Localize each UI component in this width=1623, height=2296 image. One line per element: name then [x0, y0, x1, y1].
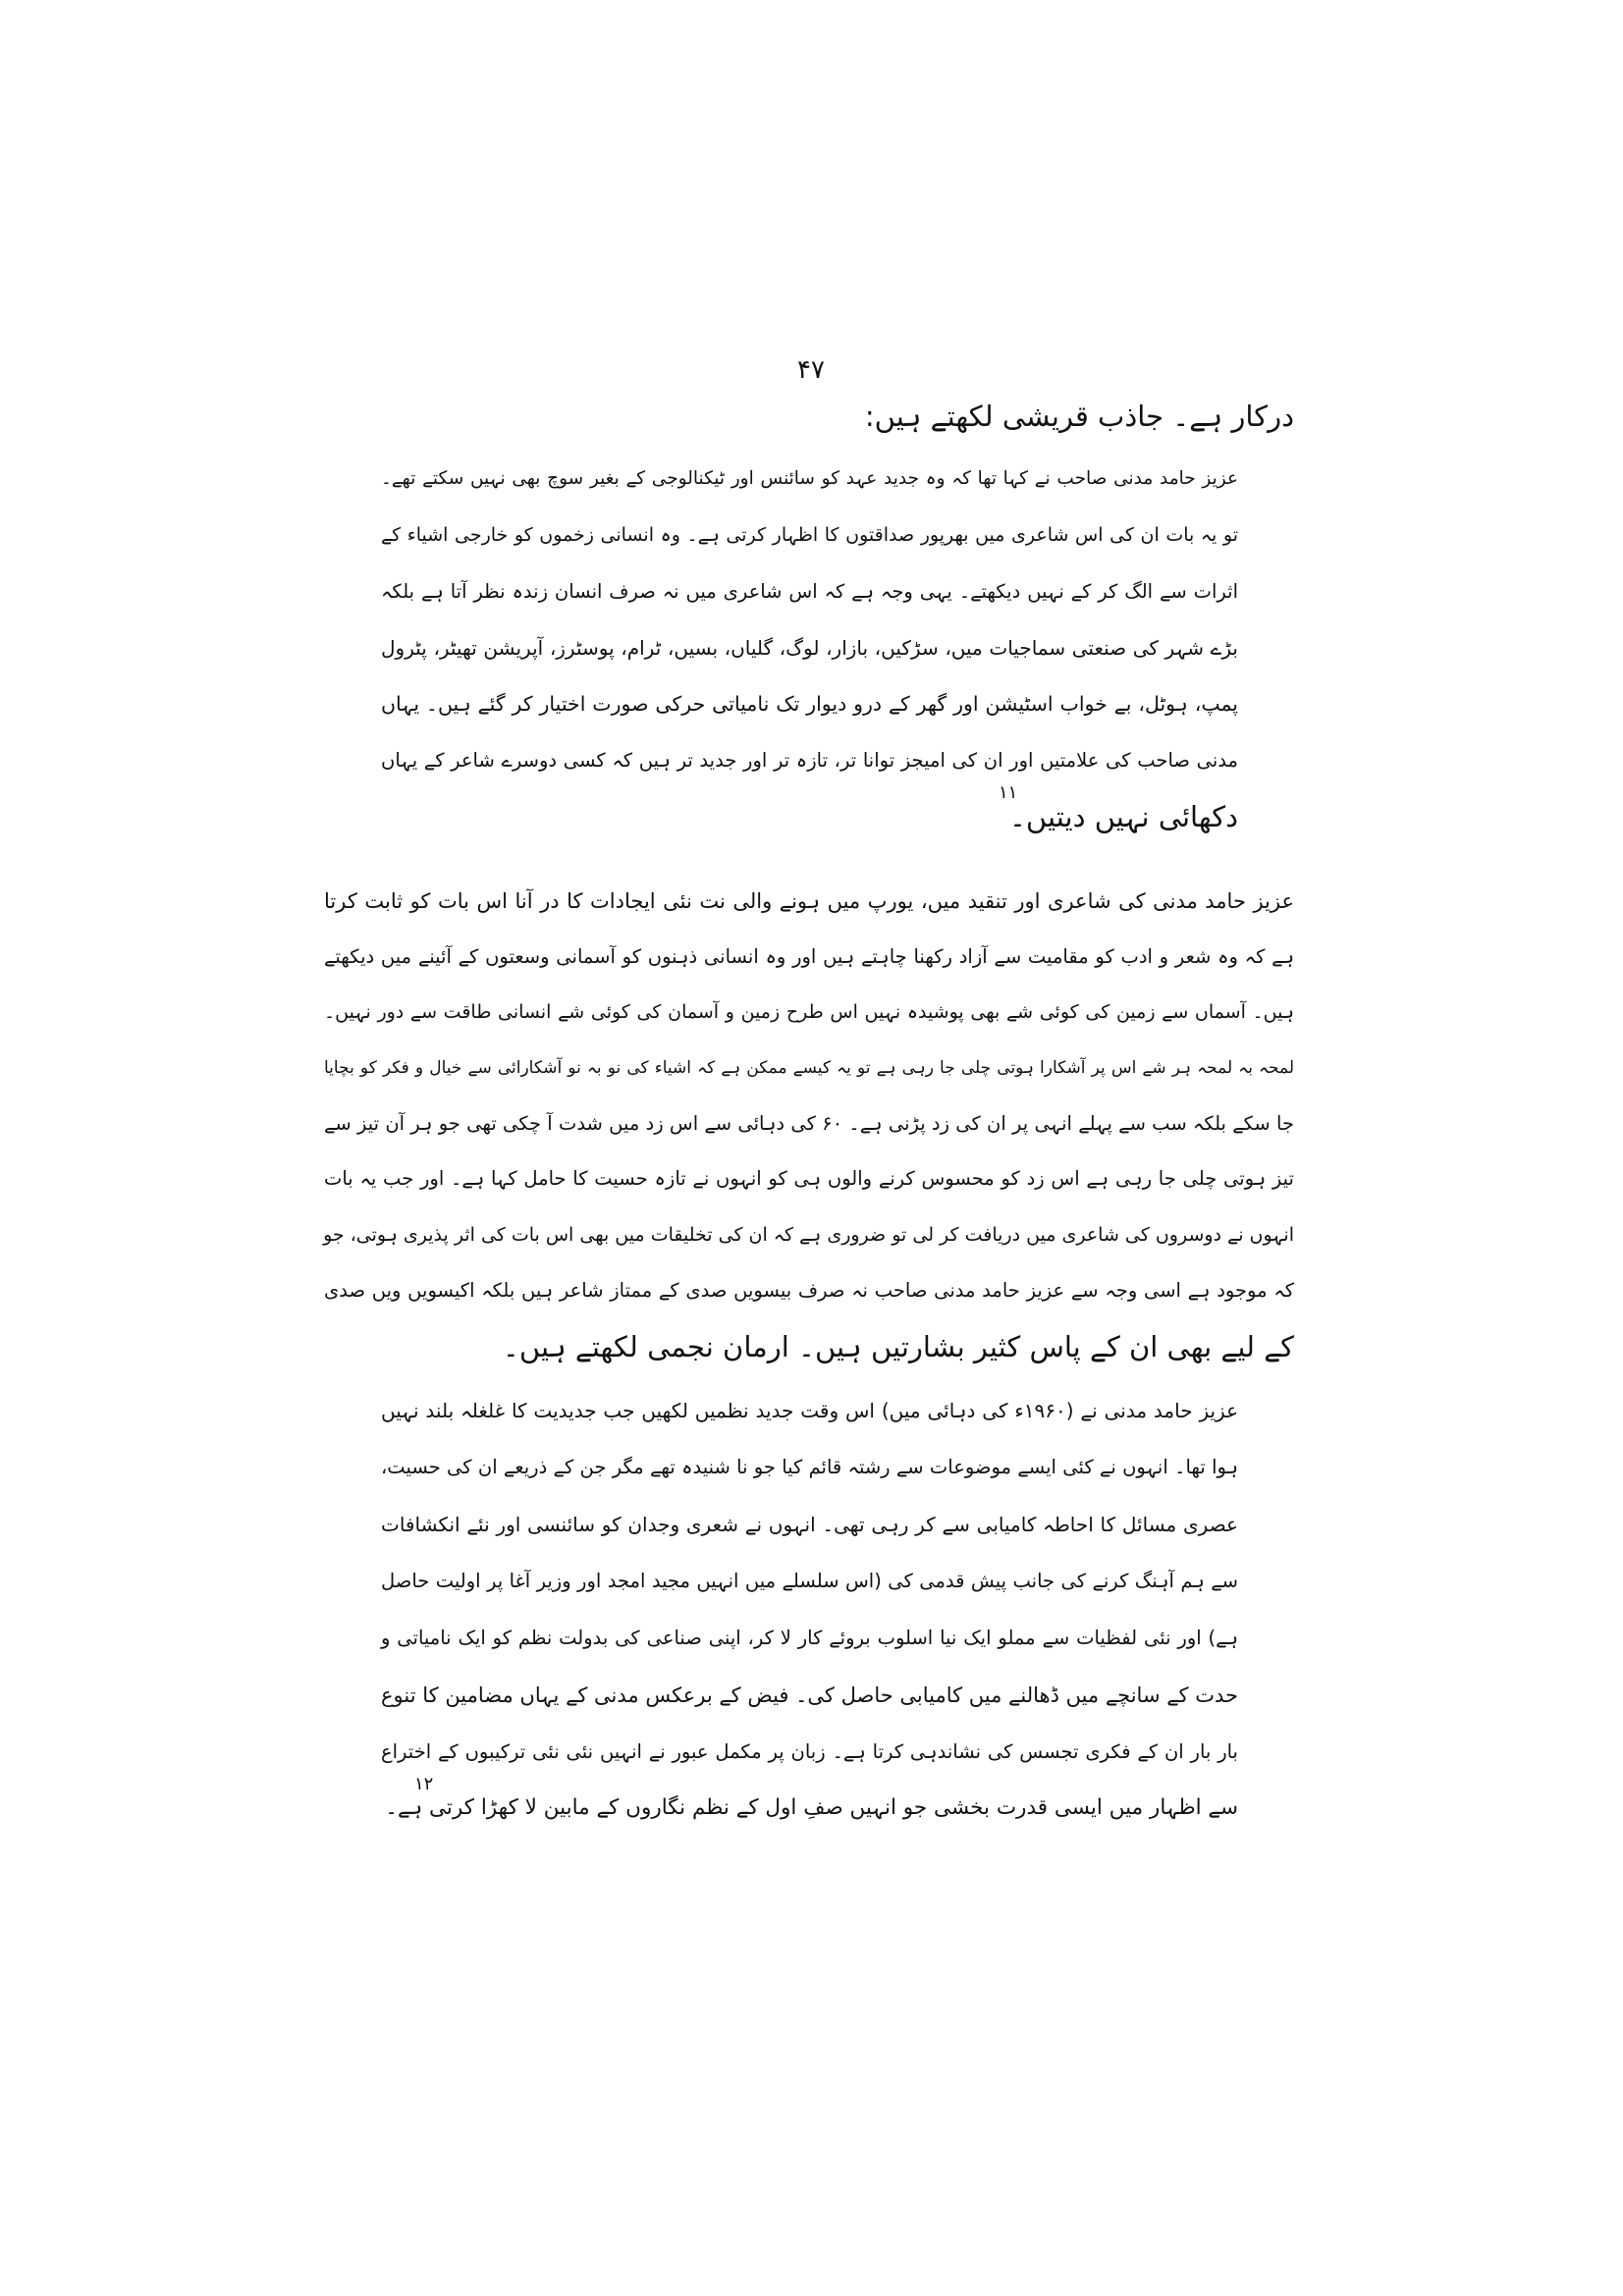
quote2-line: ہوا تھا۔ انہوں نے کئی ایسے موضوعات سے رشتہ قائم کیا جو نا شنیدہ تھے مگر جن کے ذریعے ان کی حسیت، — [381, 1456, 1238, 1478]
quote2-line: بار بار ان کے فکری تجسس کی نشاندہی کرتا ہے۔ زبان پر مکمل عبور نے انہیں نئی نئی ترکیبوں کے اختراع — [381, 1740, 1238, 1763]
paragraph-line: لمحہ بہ لمحہ ہر شے اس پر آشکارا ہوتی چلی جا رہی ہے تو یہ کیسے ممکن ہے کہ اشیاء کی نو بہ نو آشکارائی سے خیال و فکر کو بچایا — [324, 1058, 1294, 1078]
paragraph-line: انہوں نے دوسروں کی شاعری میں دریافت کر لی تو ضروری ہے کہ ان کی تخلیقات میں بھی اس بات کی اثر پذیری ہوتی، جو — [323, 1224, 1294, 1246]
quote1-line: عزیز حامد مدنی صاحب نے کہا تھا کہ وہ جدید عہد کو سائنس اور ٹیکنالوجی کے بغیر سوچ بھی نہیں سکتے تھے۔ — [381, 468, 1238, 489]
paragraph-line: جا سکے بلکہ سب سے پہلے انہی پر ان کی زد پڑنی ہے۔ ۶۰ کی دہائی سے اس زد میں شدت آ چکی تھی جو ہر آن تیز سے — [324, 1112, 1294, 1135]
quote1-line: تو یہ بات ان کی اس شاعری میں بھرپور صداقتوں کا اظہار کرتی ہے۔ وہ انسانی زخموں کو خارجی اشیاء کے — [381, 524, 1238, 546]
intro-line: درکار ہے۔ جاذب قریشی لکھتے ہیں: — [864, 400, 1294, 433]
paragraph-line: کہ موجود ہے اسی وجہ سے عزیز حامد مدنی صاحب نہ صرف بیسویں صدی کے ممتاز شاعر ہیں بلکہ اکیسویں ویں صدی — [324, 1279, 1294, 1302]
quote1-line: بڑے شہر کی صنعتی سماجیات میں، سڑکیں، بازار، لوگ، گلیاں، بسیں، ٹرام، پوسٹرز، آپریشن تھیٹر، پٹرول — [381, 636, 1238, 660]
page-number: ۴۷ — [797, 355, 825, 385]
quote2-line: سے اظہار میں ایسی قدرت بخشی جو انہیں صفِ اول کے نظم نگاروں کے مابین لا کھڑا کرتی ہے۔ — [385, 1795, 1238, 1820]
paragraph-line: کے لیے بھی ان کے پاس کثیر بشارتیں ہیں۔ ارمان نجمی لکھتے ہیں۔ — [502, 1330, 1294, 1363]
footnote-marker: ۱۱ — [999, 782, 1018, 803]
quote1-line: پمپ، ہوٹل، بے خواب اسٹیشن اور گھر کے درو دیوار تک نامیاتی حرکی صورت اختیار کر گئے ہیں۔ یہاں — [381, 692, 1238, 716]
quote2-line: عزیز حامد مدنی نے (۱۹۶۰ء کی دہائی میں) اس وقت جدید نظمیں لکھیں جب جدیدیت کا غلغلہ بلند نہیں — [381, 1399, 1239, 1422]
quote2-line: سے ہم آہنگ کرنے کی جانب پیش قدمی کی (اس سلسلے میں انہیں مجید امجد اور وزیر آغا پر اولیت حاصل — [381, 1570, 1238, 1592]
quote2-line: ہے) اور نئی لفظیات سے مملو ایک نیا اسلوب بروئے کار لا کر، اپنی صناعی کی بدولت نظم کو ایک نامیاتی و — [381, 1627, 1238, 1649]
paragraph-line: ہے کہ وہ شعر و ادب کو مقامیت سے آزاد رکھنا چاہتے ہیں اور وہ انسانی ذہنوں کو آسمانی وسعتوں کے آئینے میں دیکھتے — [324, 945, 1294, 968]
quote1-line: اثرات سے الگ کر کے نہیں دیکھتے۔ یہی وجہ ہے کہ اس شاعری میں نہ صرف انسان زندہ نظر آتا ہے بلکہ — [381, 580, 1238, 603]
footnote-marker: ۱۲ — [414, 1774, 434, 1794]
paragraph-line: ہیں۔ آسماں سے زمین کی کوئی شے بھی پوشیدہ نہیں اس طرح زمین و آسمان کی کوئی شے انسانی طاقت سے دور نہیں۔ — [324, 1001, 1294, 1023]
quote2-line: عصری مسائل کا احاطہ کامیابی سے کر رہی تھی۔ انہوں نے شعری وجدان کو سائنسی اور نئے انکشافات — [381, 1513, 1238, 1536]
paragraph-line: تیز ہوتی چلی جا رہی ہے اس زد کو محسوس کرنے والوں ہی کو انہوں نے تازہ حسیت کا حامل کہا ہے۔ اور جب یہ بات — [324, 1167, 1294, 1190]
paragraph-line: عزیز حامد مدنی کی شاعری اور تنقید میں، یورپ میں ہونے والی نت نئی ایجادات کا در آنا اس بات کو ثابت کرتا — [324, 889, 1294, 913]
quote1-line: مدنی صاحب کی علامتیں اور ان کی امیجز توانا تر، تازہ تر اور جدید تر ہیں کہ کسی دوسرے شاعر کے یہاں — [381, 749, 1238, 772]
quote2-line: حدت کے سانچے میں ڈھالنے میں کامیابی حاصل کی۔ فیض کے برعکس مدنی کے یہاں مضامین کا تنوع — [381, 1683, 1238, 1707]
quote1-line: دکھائی نہیں دیتیں۔ — [1008, 800, 1238, 833]
